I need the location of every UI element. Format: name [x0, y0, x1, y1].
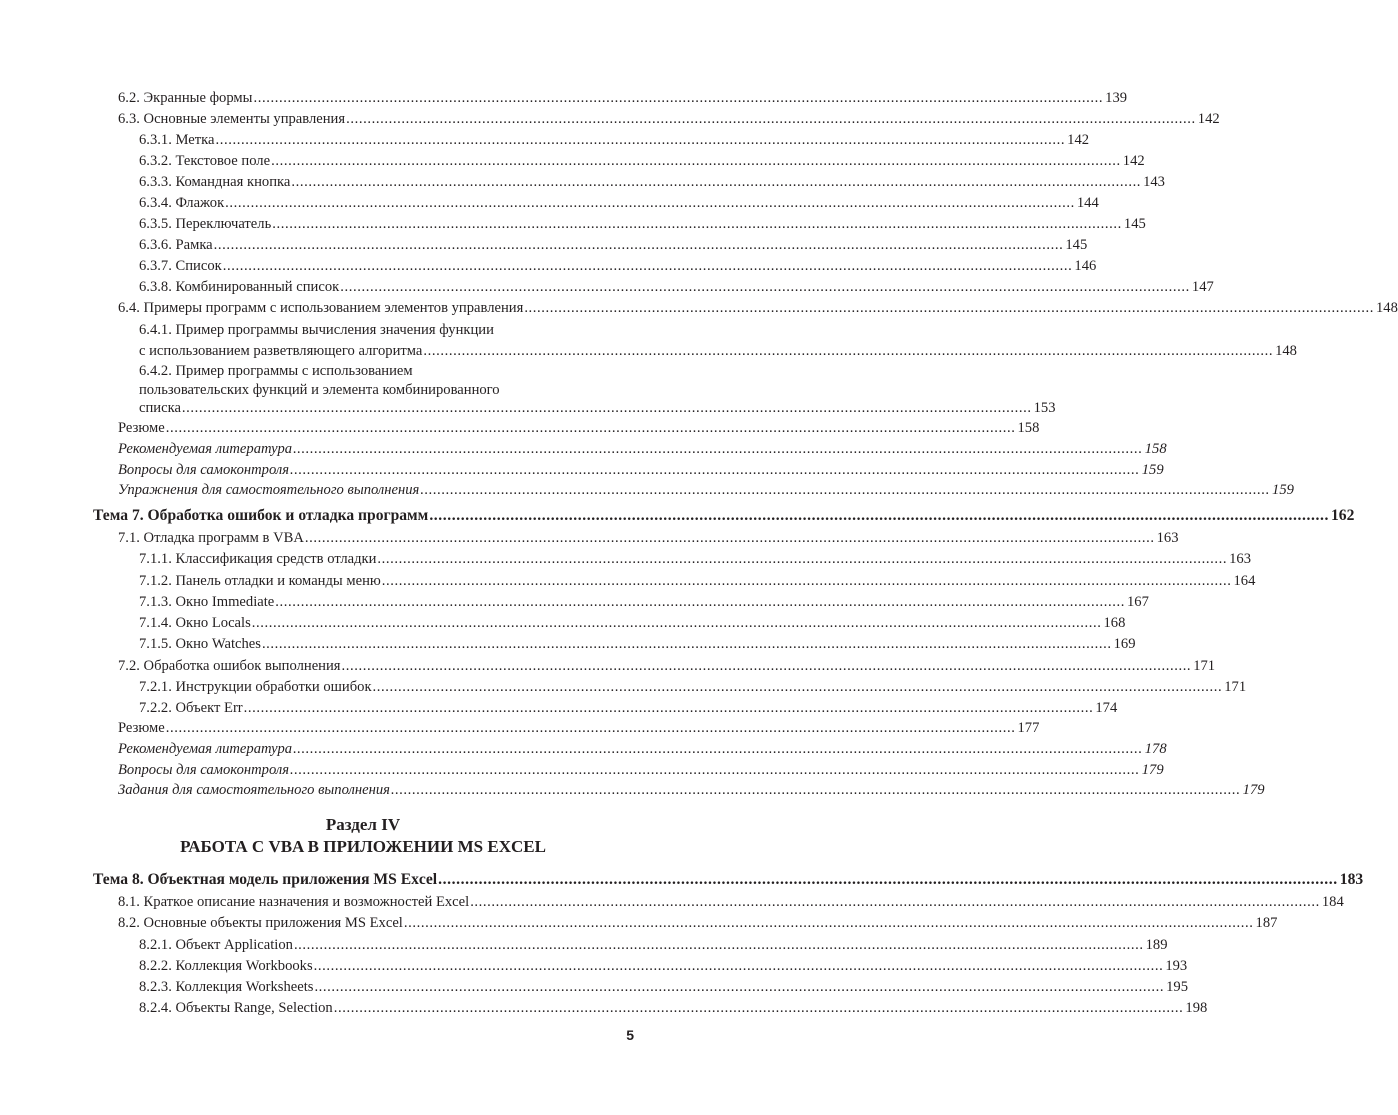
dot-leader: ........................................................................................................................................................................................................	[243, 700, 1094, 716]
toc-entry	[0, 998, 1208, 1019]
toc-entry	[0, 193, 1099, 214]
toc-entry-page: 144	[1076, 195, 1099, 211]
dot-leader: ........................................................................................................................................................................................................	[314, 979, 1165, 995]
dot-leader: ........................................................................................................................................................................................................	[304, 530, 1155, 546]
toc-entry-page: 158	[1017, 420, 1040, 436]
toc-entry-page: 142	[1197, 111, 1220, 127]
dot-leader: ........................................................................................................................................................................................................	[165, 720, 1016, 736]
toc-entry-title: Рекомендуемая литература	[118, 741, 293, 757]
toc-entry	[0, 214, 1146, 235]
dot-leader: ........................................................................................................................................................................................................	[253, 90, 1104, 106]
toc-entry	[0, 109, 1220, 130]
page-number: 5	[626, 1027, 634, 1043]
dot-leader: ........................................................................................................................................................................................................	[381, 573, 1232, 589]
toc-entry	[0, 718, 1040, 739]
toc-entry-page: 168	[1103, 615, 1126, 631]
toc-entry	[0, 677, 1247, 698]
dot-leader: ........................................................................................................................................................................................................	[313, 958, 1164, 974]
toc-entry	[0, 418, 1040, 439]
dot-leader: ........................................................................................................................................................................................................	[165, 420, 1016, 436]
dot-leader: ........................................................................................................................................................................................................	[293, 937, 1144, 953]
dot-leader: ........................................................................................................................................................................................................	[372, 679, 1223, 695]
toc-entry	[0, 361, 726, 382]
toc-entry-title: списка	[139, 400, 181, 416]
toc-entry-page: 167	[1126, 594, 1149, 610]
section-title: РАБОТА С VBA В ПРИЛОЖЕНИИ MS EXCEL	[180, 837, 546, 856]
toc-entry-page: 148	[1376, 300, 1398, 316]
toc-entry	[0, 528, 1179, 549]
toc-entry-title: 6.3.1. Метка	[139, 132, 215, 148]
toc-entry	[0, 913, 1278, 934]
dot-leader: ........................................................................................................................................................................................................	[390, 782, 1241, 798]
toc-entry	[0, 130, 1090, 151]
toc-entry-page: 145	[1065, 237, 1088, 253]
dot-leader: ........................................................................................................................................................................................................	[225, 195, 1075, 211]
toc-entry	[0, 235, 1088, 256]
toc-entry-page: 139	[1105, 90, 1128, 106]
dot-leader: ........................................................................................................................................................................................................	[333, 1000, 1184, 1016]
dot-leader: ........................................................................................................................................................................................................	[290, 762, 1140, 778]
toc-entry-title: 8.2.1. Объект Application	[139, 937, 293, 953]
toc-entry	[0, 172, 1165, 193]
toc-entry	[0, 613, 1126, 634]
toc-entry-page: 195	[1166, 979, 1189, 995]
dot-leader: ........................................................................................................................................................................................................	[340, 279, 1190, 295]
dot-leader: ........................................................................................................................................................................................................	[290, 462, 1140, 478]
dot-leader: ........................................................................................................................................................................................................	[423, 343, 1274, 359]
toc-entry	[0, 592, 1149, 613]
dot-leader: ........................................................................................................................................................................................................	[251, 615, 1102, 631]
toc-entry	[0, 760, 1164, 781]
dot-leader: ........................................................................................................................................................................................................	[470, 894, 1320, 910]
section-label: Раздел IV	[325, 815, 401, 834]
toc-entry	[0, 739, 1167, 760]
toc-entry	[0, 88, 1128, 109]
toc-entry-title: 8.2.3. Коллекция Worksheets	[139, 979, 314, 995]
toc-entry	[0, 571, 1256, 592]
dot-leader: ........................................................................................................................................................................................................	[429, 507, 1329, 524]
toc-entry-title: 7.1.4. Окно Locals	[139, 615, 251, 631]
toc-entry	[0, 656, 1216, 677]
toc-entry	[0, 298, 1398, 319]
toc-entry-page: 179	[1141, 762, 1164, 778]
toc-entry-page: 145	[1123, 216, 1146, 232]
toc-entry-page: 169	[1113, 636, 1136, 652]
toc-entry-page: 163	[1156, 530, 1179, 546]
toc-entry-page: 153	[1033, 400, 1056, 416]
toc-entry	[0, 549, 1251, 570]
toc-entry-title: Резюме	[118, 720, 165, 736]
toc-entry-page: 193	[1165, 958, 1188, 974]
toc-entry-page: 163	[1229, 551, 1251, 567]
toc-entry-page: 142	[1122, 153, 1145, 169]
toc-entry-title: 6.3.8. Комбинированный список	[139, 279, 340, 295]
toc-entry	[0, 935, 1168, 956]
dot-leader: ........................................................................................................................................................................................................	[275, 594, 1125, 610]
toc-entry	[0, 256, 1097, 277]
dot-leader: ........................................................................................................................................................................................................	[420, 482, 1271, 498]
toc-entry-page: 164	[1233, 573, 1256, 589]
dot-leader: ........................................................................................................................................................................................................	[272, 216, 1122, 232]
dot-leader: ........................................................................................................................................................................................................	[341, 658, 1192, 674]
toc-entry	[0, 977, 1189, 998]
dot-leader: ........................................................................................................................................................................................................	[181, 400, 1032, 416]
dot-leader: ........................................................................................................................................................................................................	[377, 551, 1228, 567]
toc-entry-page: 179	[1242, 782, 1265, 798]
toc-entry	[0, 956, 1188, 977]
toc-entry	[0, 320, 726, 341]
toc-entry-page: 183	[1339, 871, 1364, 888]
dot-leader: ........................................................................................................................................................................................................	[524, 300, 1374, 316]
toc-entry-page: 162	[1331, 507, 1355, 524]
toc-entry-title: Резюме	[118, 420, 165, 436]
dot-leader: ........................................................................................................................................................................................................	[271, 153, 1121, 169]
toc-entry-page: 159	[1272, 482, 1294, 498]
toc-entry-title: Тема 7. Обработка ошибок и отладка программ	[93, 507, 429, 524]
toc-entry-title: 7.1.1. Классификация средств отладки	[139, 551, 377, 567]
toc-entry	[0, 151, 1145, 172]
toc-entry-title: 8.2.4. Объекты Range, Selection	[139, 1000, 333, 1016]
toc-entry-title: 6.3.6. Рамка	[139, 237, 213, 253]
dot-leader: ........................................................................................................................................................................................................	[293, 741, 1143, 757]
toc-entry-title: 6.3.2. Текстовое поле	[139, 153, 271, 169]
toc-entry-title: 6.3.5. Переключатель	[139, 216, 272, 232]
toc-entry	[0, 505, 1355, 526]
dot-leader: ........................................................................................................................................................................................................	[293, 441, 1143, 457]
toc-entry-title: 6.4.1. Пример программы вычисления значения функции	[139, 322, 494, 338]
toc-entry-page: 184	[1321, 894, 1344, 910]
toc-entry	[0, 480, 1294, 501]
toc-entry	[0, 277, 1214, 298]
toc-entry-title: 6.3. Основные элементы управления	[118, 111, 346, 127]
toc-entry-page: 178	[1144, 741, 1167, 757]
toc-entry-title: 6.3.3. Командная кнопка	[139, 174, 291, 190]
toc-entry-title: 6.4. Примеры программ с использованием элементов управления	[118, 300, 524, 316]
toc-entry	[0, 439, 1167, 460]
toc-entry-title: 7.1.2. Панель отладки и команды меню	[139, 573, 381, 589]
toc-entry-page: 142	[1067, 132, 1090, 148]
toc-entry-title: Упражнения для самостоятельного выполнения	[118, 482, 420, 498]
toc-entry-title: Тема 8. Объектная модель приложения MS Excel	[93, 871, 438, 888]
toc-entry	[0, 892, 1344, 913]
dot-leader: ........................................................................................................................................................................................................	[291, 174, 1142, 190]
toc-entry-title: 6.2. Экранные формы	[118, 90, 253, 106]
dot-leader: ........................................................................................................................................................................................................	[215, 132, 1066, 148]
toc-entry	[0, 398, 1056, 419]
toc-entry-page: 177	[1017, 720, 1040, 736]
toc-entry-title: 7.2. Обработка ошибок выполнения	[118, 658, 341, 674]
toc-entry-title: 7.1.3. Окно Immediate	[139, 594, 275, 610]
toc-entry-title: 6.4.2. Пример программы с использованием	[139, 363, 413, 379]
toc-entry-page: 146	[1074, 258, 1097, 274]
toc-entry-page: 158	[1144, 441, 1167, 457]
toc-entry-title: с использованием разветвляющего алгоритма	[139, 343, 423, 359]
toc-entry-title: пользовательских функций и элемента комбинированного	[139, 382, 500, 398]
toc-entry-page: 189	[1145, 937, 1168, 953]
toc-entry-page: 171	[1224, 679, 1247, 695]
toc-entry-page: 159	[1141, 462, 1164, 478]
toc-entry-page: 147	[1191, 279, 1214, 295]
toc-entry-title: 6.3.7. Список	[139, 258, 222, 274]
toc-entry-title: Вопросы для самоконтроля	[118, 462, 290, 478]
dot-leader: ........................................................................................................................................................................................................	[346, 111, 1196, 127]
toc-entry-title: 7.1.5. Окно Watches	[139, 636, 261, 652]
dot-leader: ........................................................................................................................................................................................................	[261, 636, 1112, 652]
toc-entry-title: 6.3.4. Флажок	[139, 195, 225, 211]
dot-leader: ........................................................................................................................................................................................................	[403, 915, 1254, 931]
toc-entry-page: 174	[1095, 700, 1118, 716]
toc-entry-page: 143	[1143, 174, 1165, 190]
toc-entry	[0, 698, 1118, 719]
toc-entry-title: Рекомендуемая литература	[118, 441, 293, 457]
toc-entry-title: 8.1. Краткое описание назначения и возможностей Excel	[118, 894, 470, 910]
dot-leader: ........................................................................................................................................................................................................	[213, 237, 1064, 253]
toc-entry	[0, 460, 1164, 481]
toc-entry-title: 7.2.2. Объект Err	[139, 700, 243, 716]
toc-entry	[0, 341, 1297, 362]
toc-entry	[0, 634, 1136, 655]
toc-entry	[0, 780, 1265, 801]
toc-entry-title: 7.2.1. Инструкции обработки ошибок	[139, 679, 372, 695]
toc-entry-page: 171	[1193, 658, 1216, 674]
dot-leader: ........................................................................................................................................................................................................	[438, 871, 1338, 888]
toc-entry	[0, 869, 1364, 890]
toc-entry-page: 187	[1255, 915, 1278, 931]
toc-entry-title: 8.2.2. Коллекция Workbooks	[139, 958, 313, 974]
toc-entry-title: Задания для самостоятельного выполнения	[118, 782, 390, 798]
toc-entry-page: 148	[1275, 343, 1297, 359]
toc-entry-title: Вопросы для самоконтроля	[118, 762, 290, 778]
toc-entry-title: 7.1. Отладка программ в VBA	[118, 530, 304, 546]
toc-entry-title: 8.2. Основные объекты приложения MS Excel	[118, 915, 403, 931]
dot-leader: ........................................................................................................................................................................................................	[222, 258, 1073, 274]
toc-entry-page: 198	[1185, 1000, 1208, 1016]
